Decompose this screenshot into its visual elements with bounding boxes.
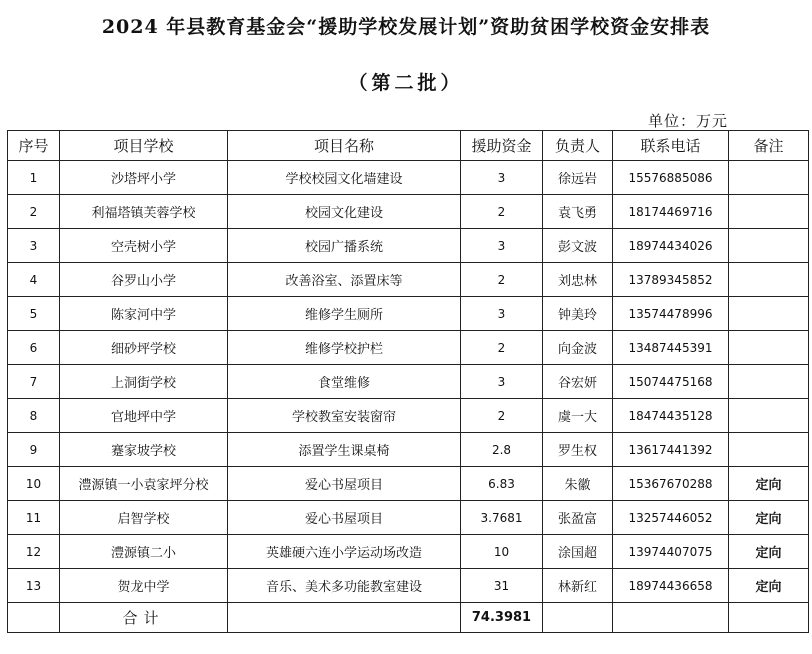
cell-note: 定向 (729, 569, 809, 603)
header-school: 项目学校 (60, 131, 228, 161)
cell-school: 澧源镇二小 (60, 535, 228, 569)
cell-no: 10 (8, 467, 60, 501)
cell-person: 袁飞勇 (543, 195, 613, 229)
table-row (8, 161, 809, 195)
cell-project: 食堂维修 (228, 365, 461, 399)
total-person-cell (543, 603, 613, 633)
funding-table (7, 130, 809, 633)
cell-amount: 3 (461, 365, 543, 399)
cell-project: 校园文化建设 (228, 195, 461, 229)
table-row (8, 229, 809, 263)
cell-phone: 15074475168 (613, 365, 729, 399)
table-row (8, 399, 809, 433)
cell-note (729, 229, 809, 263)
cell-amount: 31 (461, 569, 543, 603)
cell-project: 校园广播系统 (228, 229, 461, 263)
cell-note (729, 161, 809, 195)
cell-phone: 13617441392 (613, 433, 729, 467)
cell-note (729, 433, 809, 467)
table-header-row (8, 131, 809, 161)
cell-no: 9 (8, 433, 60, 467)
table-row (8, 569, 809, 603)
cell-note (729, 399, 809, 433)
cell-amount: 3 (461, 161, 543, 195)
cell-project: 音乐、美术多功能教室建设 (228, 569, 461, 603)
cell-no: 8 (8, 399, 60, 433)
cell-no: 4 (8, 263, 60, 297)
cell-project: 爱心书屋项目 (228, 467, 461, 501)
total-amount: 74.3981 (461, 603, 543, 633)
cell-person: 罗生权 (543, 433, 613, 467)
cell-project: 添置学生课桌椅 (228, 433, 461, 467)
document-title: 2024 年县教育基金会“援助学校发展计划”资助贫困学校资金安排表 (101, 16, 711, 38)
table-row (8, 365, 809, 399)
cell-project: 维修学生厕所 (228, 297, 461, 331)
cell-note (729, 263, 809, 297)
cell-amount: 3.7681 (461, 501, 543, 535)
cell-school: 利福塔镇芙蓉学校 (60, 195, 228, 229)
cell-project: 改善浴室、添置床等 (228, 263, 461, 297)
cell-phone: 18174469716 (613, 195, 729, 229)
cell-person: 刘忠林 (543, 263, 613, 297)
cell-phone: 15576885086 (613, 161, 729, 195)
total-no-cell (8, 603, 60, 633)
cell-person: 朱徽 (543, 467, 613, 501)
cell-project: 学校校园文化墙建设 (228, 161, 461, 195)
cell-person: 向金波 (543, 331, 613, 365)
header-amount: 援助资金 (461, 131, 543, 161)
cell-note (729, 297, 809, 331)
cell-person: 谷宏妍 (543, 365, 613, 399)
cell-person: 林新红 (543, 569, 613, 603)
cell-project: 学校教室安装窗帘 (228, 399, 461, 433)
cell-school: 细砂坪学校 (60, 331, 228, 365)
cell-amount: 2 (461, 331, 543, 365)
table-row (8, 535, 809, 569)
cell-school: 空壳树小学 (60, 229, 228, 263)
total-note-cell (729, 603, 809, 633)
table-row (8, 297, 809, 331)
cell-phone: 18474435128 (613, 399, 729, 433)
cell-phone: 13574478996 (613, 297, 729, 331)
cell-school: 谷罗山小学 (60, 263, 228, 297)
cell-person: 涂国超 (543, 535, 613, 569)
document-subtitle: （第二批） (348, 72, 464, 94)
cell-person: 彭文波 (543, 229, 613, 263)
cell-project: 爱心书屋项目 (228, 501, 461, 535)
cell-school: 上洞街学校 (60, 365, 228, 399)
table-row (8, 331, 809, 365)
cell-note: 定向 (729, 467, 809, 501)
cell-amount: 2 (461, 399, 543, 433)
cell-note (729, 331, 809, 365)
cell-amount: 2.8 (461, 433, 543, 467)
cell-note: 定向 (729, 535, 809, 569)
total-row (8, 603, 809, 633)
cell-no: 7 (8, 365, 60, 399)
header-phone: 联系电话 (613, 131, 729, 161)
cell-amount: 2 (461, 263, 543, 297)
cell-amount: 2 (461, 195, 543, 229)
cell-phone: 13487445391 (613, 331, 729, 365)
cell-person: 钟美玲 (543, 297, 613, 331)
cell-note (729, 195, 809, 229)
cell-no: 5 (8, 297, 60, 331)
cell-person: 徐远岩 (543, 161, 613, 195)
cell-school: 启智学校 (60, 501, 228, 535)
cell-note (729, 365, 809, 399)
cell-amount: 10 (461, 535, 543, 569)
cell-phone: 13257446052 (613, 501, 729, 535)
total-label: 合计 (60, 603, 228, 633)
table-row (8, 467, 809, 501)
cell-no: 6 (8, 331, 60, 365)
unit-label: 单位：万元 (648, 112, 729, 130)
cell-school: 蹇家坡学校 (60, 433, 228, 467)
header-no: 序号 (8, 131, 60, 161)
total-project-cell (228, 603, 461, 633)
table-row (8, 263, 809, 297)
cell-project: 维修学校护栏 (228, 331, 461, 365)
cell-no: 1 (8, 161, 60, 195)
cell-person: 张盈富 (543, 501, 613, 535)
header-person: 负责人 (543, 131, 613, 161)
cell-phone: 13789345852 (613, 263, 729, 297)
table-body (8, 161, 809, 603)
table-row (8, 501, 809, 535)
cell-phone: 18974436658 (613, 569, 729, 603)
cell-note: 定向 (729, 501, 809, 535)
header-project: 项目名称 (228, 131, 461, 161)
table-row (8, 433, 809, 467)
cell-no: 11 (8, 501, 60, 535)
cell-school: 陈家河中学 (60, 297, 228, 331)
table-row (8, 195, 809, 229)
cell-no: 2 (8, 195, 60, 229)
cell-person: 虞一大 (543, 399, 613, 433)
cell-school: 澧源镇一小袁家坪分校 (60, 467, 228, 501)
cell-no: 3 (8, 229, 60, 263)
cell-school: 贺龙中学 (60, 569, 228, 603)
cell-no: 12 (8, 535, 60, 569)
cell-phone: 15367670288 (613, 467, 729, 501)
header-note: 备注 (729, 131, 809, 161)
cell-project: 英雄硬六连小学运动场改造 (228, 535, 461, 569)
cell-amount: 3 (461, 229, 543, 263)
cell-amount: 3 (461, 297, 543, 331)
cell-phone: 18974434026 (613, 229, 729, 263)
cell-phone: 13974407075 (613, 535, 729, 569)
total-phone-cell (613, 603, 729, 633)
cell-school: 沙塔坪小学 (60, 161, 228, 195)
cell-amount: 6.83 (461, 467, 543, 501)
cell-school: 官地坪中学 (60, 399, 228, 433)
cell-no: 13 (8, 569, 60, 603)
